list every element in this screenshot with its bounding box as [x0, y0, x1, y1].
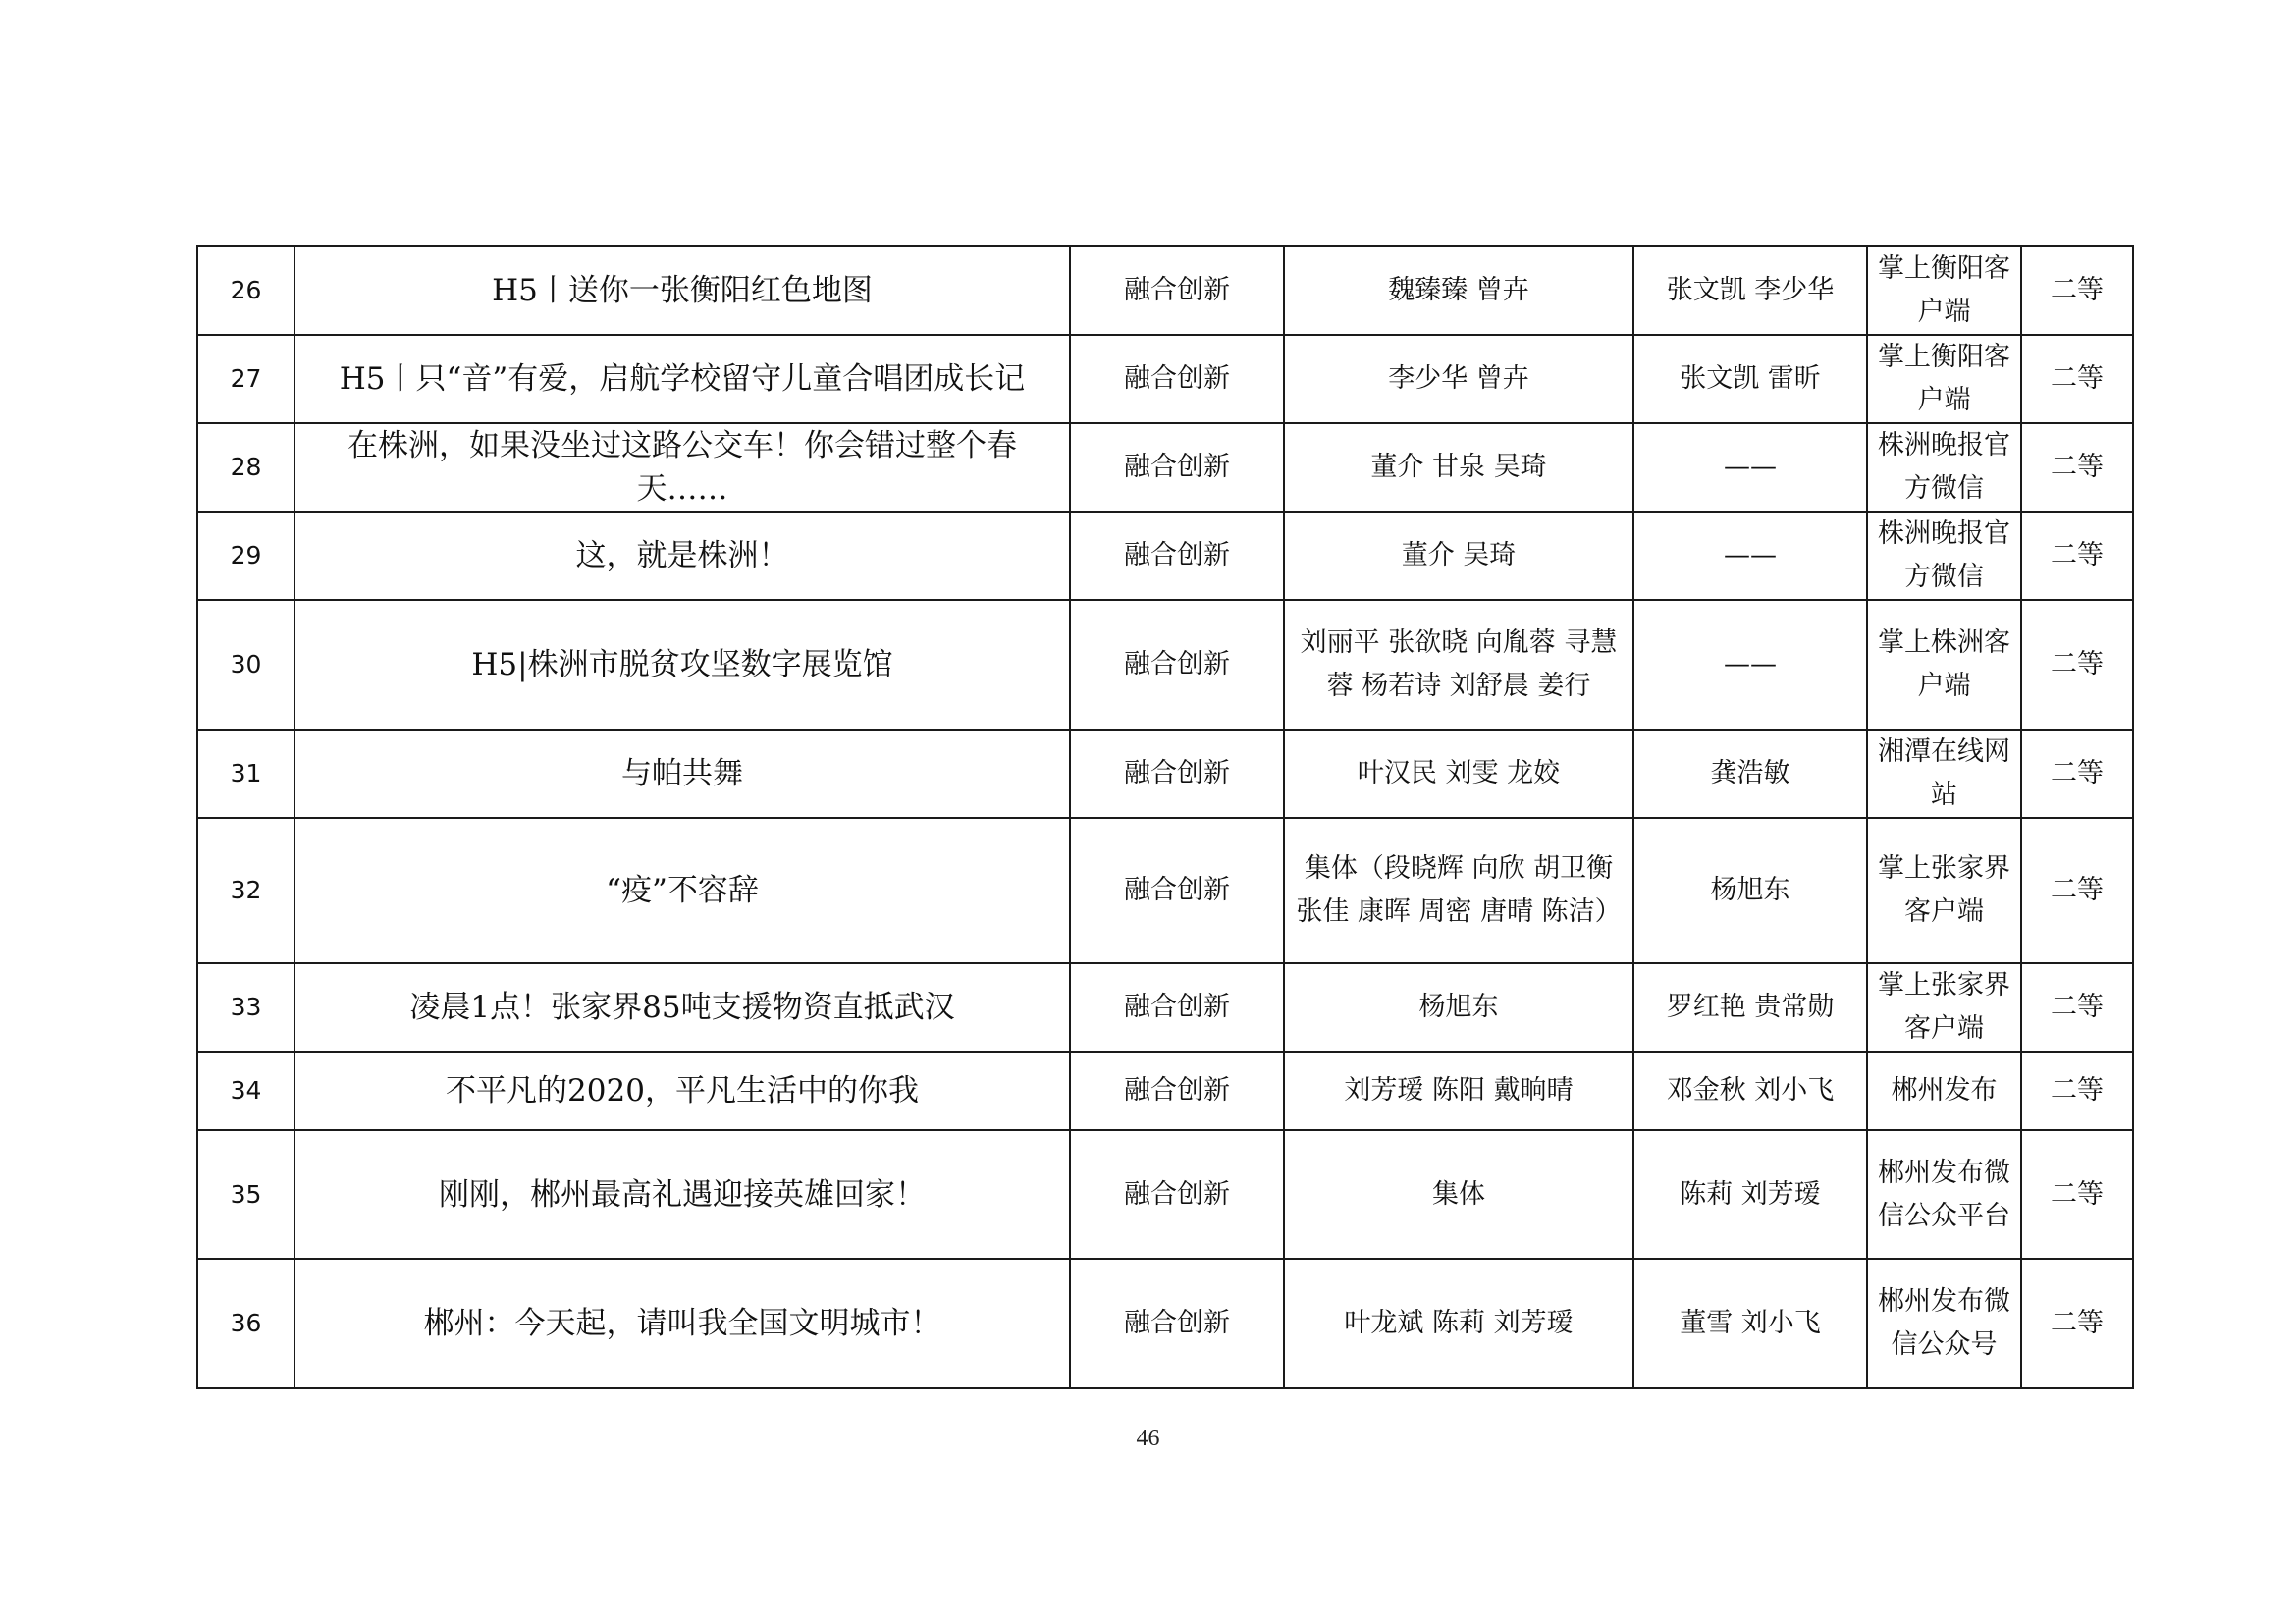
- publisher: 掌上株洲客户端: [1867, 600, 2021, 730]
- authors: 董介 吴琦: [1284, 512, 1633, 600]
- authors: 魏臻臻 曾卉: [1284, 246, 1633, 335]
- prize-level: 二等: [2021, 730, 2133, 818]
- editors: 陈莉 刘芳瑷: [1633, 1130, 1867, 1259]
- editors: ——: [1633, 423, 1867, 512]
- row-number: 29: [197, 512, 294, 600]
- authors: 李少华 曾卉: [1284, 335, 1633, 423]
- editors: 董雪 刘小飞: [1633, 1259, 1867, 1388]
- publisher: 掌上衡阳客户端: [1867, 246, 2021, 335]
- authors: 刘丽平 张欲晓 向胤蓉 寻慧蓉 杨若诗 刘舒晨 姜行: [1284, 600, 1633, 730]
- table-row: [197, 1052, 2133, 1130]
- work-title: 凌晨1点！张家界85吨支援物资直抵武汉: [294, 963, 1070, 1052]
- prize-level: 二等: [2021, 512, 2133, 600]
- table-row: [197, 730, 2133, 818]
- row-number: 26: [197, 246, 294, 335]
- row-number: 35: [197, 1130, 294, 1259]
- table-row: [197, 1259, 2133, 1388]
- publisher: 郴州发布: [1867, 1052, 2021, 1130]
- authors: 刘芳瑷 陈阳 戴晌晴: [1284, 1052, 1633, 1130]
- row-number: 34: [197, 1052, 294, 1130]
- prize-level: 二等: [2021, 1130, 2133, 1259]
- publisher: 株洲晚报官方微信: [1867, 423, 2021, 512]
- editors: ——: [1633, 512, 1867, 600]
- work-title: H5丨只“音”有爱，启航学校留守儿童合唱团成长记: [294, 335, 1070, 423]
- work-title: 在株洲，如果没坐过这路公交车！你会错过整个春天……: [294, 423, 1070, 512]
- category: 融合创新: [1070, 600, 1284, 730]
- editors: 龚浩敏: [1633, 730, 1867, 818]
- row-number: 27: [197, 335, 294, 423]
- publisher: 郴州发布微信公众号: [1867, 1259, 2021, 1388]
- table-row: [197, 335, 2133, 423]
- row-number: 30: [197, 600, 294, 730]
- row-number: 32: [197, 818, 294, 963]
- publisher: 株洲晚报官方微信: [1867, 512, 2021, 600]
- authors: 叶龙斌 陈莉 刘芳瑷: [1284, 1259, 1633, 1388]
- row-number: 33: [197, 963, 294, 1052]
- authors: 集体（段晓辉 向欣 胡卫衡 张佳 康晖 周密 唐晴 陈洁）: [1284, 818, 1633, 963]
- work-title: “疫”不容辞: [294, 818, 1070, 963]
- work-title: H5|株洲市脱贫攻坚数字展览馆: [294, 600, 1070, 730]
- editors: 张文凯 雷昕: [1633, 335, 1867, 423]
- prize-level: 二等: [2021, 246, 2133, 335]
- work-title: 这，就是株洲！: [294, 512, 1070, 600]
- editors: 罗红艳 贵常勋: [1633, 963, 1867, 1052]
- table-row: [197, 512, 2133, 600]
- authors: 杨旭东: [1284, 963, 1633, 1052]
- authors: 董介 甘泉 吴琦: [1284, 423, 1633, 512]
- table-row: [197, 246, 2133, 335]
- category: 融合创新: [1070, 1052, 1284, 1130]
- category: 融合创新: [1070, 963, 1284, 1052]
- editors: 杨旭东: [1633, 818, 1867, 963]
- editors: ——: [1633, 600, 1867, 730]
- row-number: 31: [197, 730, 294, 818]
- category: 融合创新: [1070, 818, 1284, 963]
- prize-level: 二等: [2021, 1052, 2133, 1130]
- page-number: 46: [1136, 1426, 1160, 1451]
- table-row: [197, 1130, 2133, 1259]
- table-row: [197, 963, 2133, 1052]
- publisher: 湘潭在线网站: [1867, 730, 2021, 818]
- authors: 叶汉民 刘雯 龙姣: [1284, 730, 1633, 818]
- table-row: [197, 818, 2133, 963]
- row-number: 28: [197, 423, 294, 512]
- publisher: 掌上衡阳客户端: [1867, 335, 2021, 423]
- category: 融合创新: [1070, 1130, 1284, 1259]
- work-title: 不平凡的2020，平凡生活中的你我: [294, 1052, 1070, 1130]
- category: 融合创新: [1070, 335, 1284, 423]
- category: 融合创新: [1070, 1259, 1284, 1388]
- table-row: [197, 423, 2133, 512]
- category: 融合创新: [1070, 246, 1284, 335]
- awards-table: [196, 245, 2134, 1389]
- prize-level: 二等: [2021, 963, 2133, 1052]
- prize-level: 二等: [2021, 335, 2133, 423]
- table-row: [197, 600, 2133, 730]
- work-title: 郴州：今天起，请叫我全国文明城市！: [294, 1259, 1070, 1388]
- work-title: 刚刚，郴州最高礼遇迎接英雄回家！: [294, 1130, 1070, 1259]
- authors: 集体: [1284, 1130, 1633, 1259]
- publisher: 郴州发布微信公众平台: [1867, 1130, 2021, 1259]
- prize-level: 二等: [2021, 600, 2133, 730]
- prize-level: 二等: [2021, 1259, 2133, 1388]
- publisher: 掌上张家界客户端: [1867, 818, 2021, 963]
- publisher: 掌上张家界客户端: [1867, 963, 2021, 1052]
- category: 融合创新: [1070, 512, 1284, 600]
- category: 融合创新: [1070, 730, 1284, 818]
- prize-level: 二等: [2021, 423, 2133, 512]
- work-title: 与帕共舞: [294, 730, 1070, 818]
- category: 融合创新: [1070, 423, 1284, 512]
- row-number: 36: [197, 1259, 294, 1388]
- editors: 邓金秋 刘小飞: [1633, 1052, 1867, 1130]
- prize-level: 二等: [2021, 818, 2133, 963]
- editors: 张文凯 李少华: [1633, 246, 1867, 335]
- work-title: H5丨送你一张衡阳红色地图: [294, 246, 1070, 335]
